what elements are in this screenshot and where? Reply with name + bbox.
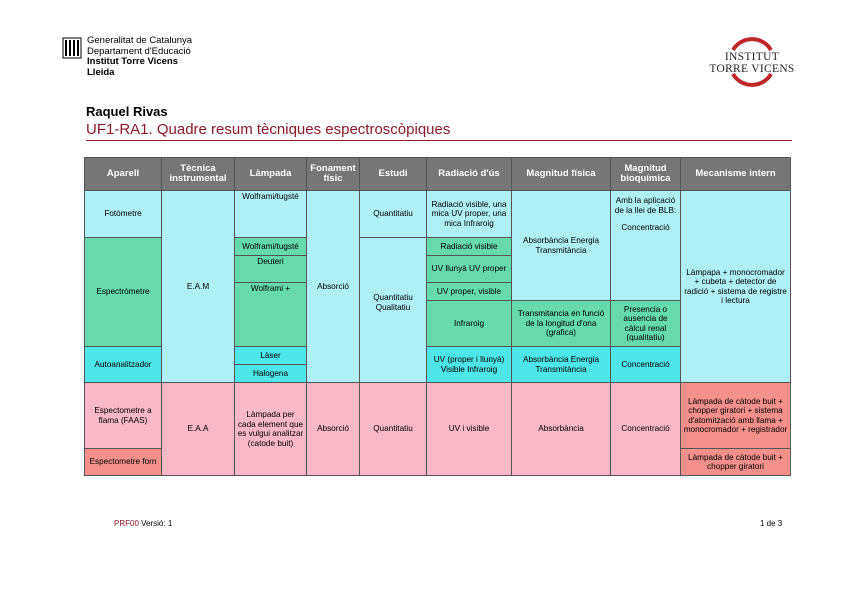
org-line-4: Lleida [87,66,115,78]
bio-text-1: Amb la aplicació de la llei de BLB: [614,196,677,215]
bio-text-1b: Concentració [621,223,670,232]
org-line-2: Departament d'Educació [87,45,191,57]
cell-espectrometre: Espectròmetre [85,238,162,347]
col-header: Aparell [85,158,162,191]
cell-deuteri: Deuteri [235,256,307,283]
institut-logo [703,34,801,90]
cell-absorcio-1: Absorció [307,191,360,383]
cell-espectometre-forn: Espectometre forn [85,449,162,476]
table-row [85,383,791,449]
generalitat-crest-icon [62,37,82,59]
cell-eaa: E.A.A [162,383,235,476]
table-header-row [85,158,791,191]
col-header: Radiació d'ús [427,158,512,191]
cell-quantitatiu-2: Quantitatiu [360,383,427,476]
cell-radiacio-4: UV proper, visible [427,283,512,301]
col-header: Tècnica instrumental [162,158,235,191]
cell-radiacio-6: UV (proper i llunyà) Visible Infraroig [427,347,512,383]
cell-mecanisme-3: Làmpada de càtode buit + chopper giratori [681,449,791,476]
techniques-table [84,157,791,476]
cell-absorbancia: Absorbància [512,383,611,476]
cell-magnitud-fisica-2: Transmitancia en funció de la longitud d'ona (grafica) [512,301,611,347]
cell-bioquimica-3: Concentració [611,347,681,383]
col-header: Estudi [360,158,427,191]
footer-code: PRF00 [114,519,139,528]
cell-espectometre-flama: Espectometre a flama (FAAS) [85,383,162,449]
cell-wolfram-3: Wolframi + [235,283,307,347]
cell-quantitatiu-qualitatiu [360,238,427,383]
table-row [85,191,791,238]
col-header: Làmpada [235,158,307,191]
cell-mecanisme-2: Làmpada de càtode buit + chopper giratori + sistema d'atomització amb llama + monocromador + registrador [681,383,791,449]
org-line-1: Generalitat de Catalunya [87,35,193,46]
cell-magnitud-fisica-1: Absorbància Energia Transmitància [512,191,611,301]
cell-radiacio-5: Infraroig [427,301,512,347]
cell-magnitud-fisica-3: Absorbància Energia Transmitància [512,347,611,383]
footer-version-text: Versió: 1 [141,519,173,528]
cell-wolfram-2: Wolframi/tugsté [235,238,307,256]
cell-laser: Làser [235,347,307,365]
cell-concentracio: Concentració [611,383,681,476]
cell-wolfram-1: Wolframi/tugsté [235,191,307,238]
cell-mecanisme-1: Làmpapa + monocromador + cubeta + detector de radició + sistema de registre i lectura [681,191,791,383]
cell-fotometre: Fotòmetre [85,191,162,238]
col-header: Magnitud bioquímica [611,158,681,191]
org-line-3: Institut Torre Vicens [87,56,178,67]
cell-radiacio-2: Radiació visible [427,238,512,256]
col-header: Fonament físic [307,158,360,191]
cell-autoanalitzador: Autoanalitzador [85,347,162,383]
footer-version [114,519,172,528]
col-header: Magnitud física [512,158,611,191]
footer-page-number: 1 de 3 [760,519,783,528]
cell-bioquimica-1 [611,191,681,301]
logo-line-2: TORRE VICENS [709,63,795,75]
cell-quantitatiu-1: Quantitatiu [360,191,427,238]
cell-lampada-catode: Làmpada per cada element que es vulgui analitzar (catode buit) [235,383,307,476]
author-name: Raquel Rivas [86,104,168,119]
cell-halogena: Halogena [235,365,307,383]
cell-eam: E.A.M [162,191,235,383]
qq-text: Quantitatiu Qualitatiu [373,293,413,312]
document-title: UF1-RA1. Quadre resum tècniques espectroscòpiques [86,121,451,138]
col-header: Mecanisme intern [681,158,791,191]
cell-radiacio-3: UV llunyà UV proper [427,256,512,283]
cell-radiacio-1: Radiació visible, una mica UV proper, una mica Infraroig [427,191,512,238]
cell-bioquimica-2: Presencia o ausencia de càlcul renal (qualitatiu) [611,301,681,347]
institution-header [62,36,192,78]
logo-line-1: INSTITUT [724,51,780,63]
title-divider [86,140,792,141]
cell-uv-visible: UV i visible [427,383,512,476]
cell-absorcio-2: Absorció [307,383,360,476]
